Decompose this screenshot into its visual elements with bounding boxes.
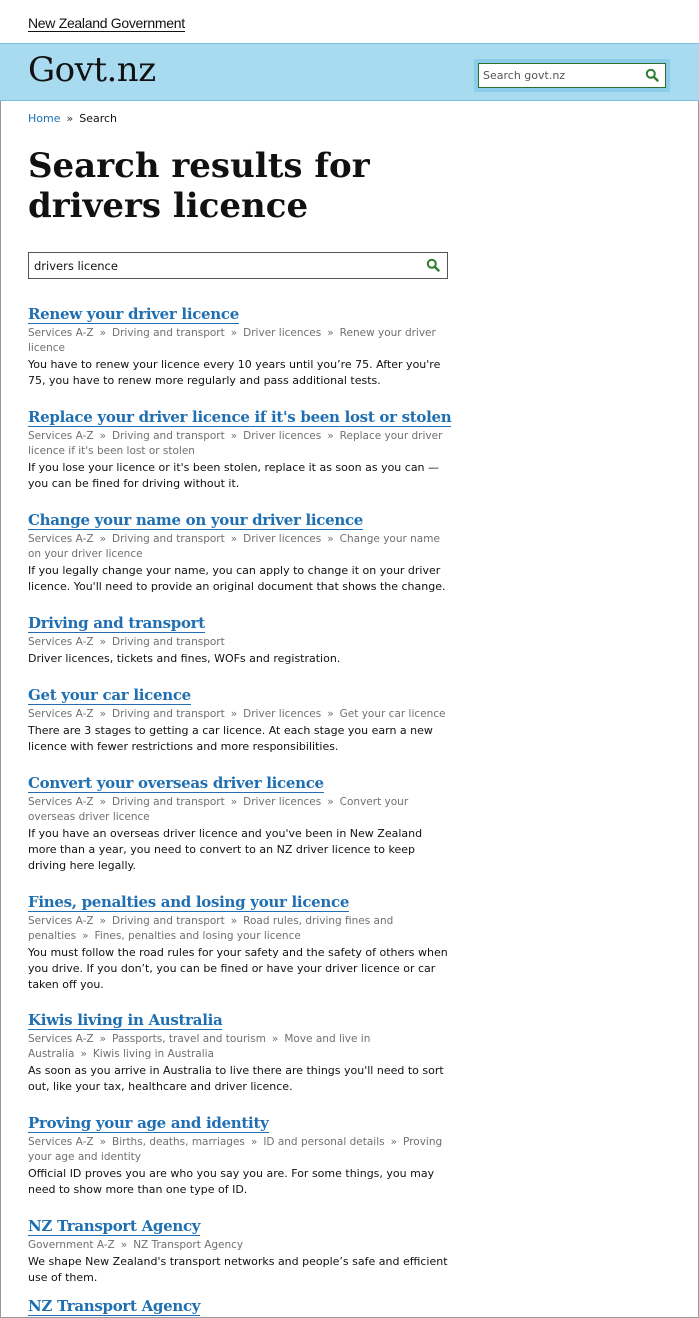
path-separator: »: [99, 796, 106, 808]
result-path-item: Driving and transport: [112, 796, 225, 808]
path-separator: »: [99, 708, 106, 720]
main-search: [28, 252, 448, 279]
path-separator: »: [82, 930, 89, 942]
result-path-item: Driver licences: [243, 327, 322, 339]
path-separator: »: [99, 1033, 106, 1045]
result-title-link[interactable]: Driving and transport: [28, 614, 205, 632]
result-path-item: Services A-Z: [28, 1033, 94, 1045]
result-title-link[interactable]: Fines, penalties and losing your licence: [28, 893, 350, 911]
result-path-item: Get your car licence: [339, 708, 446, 720]
result-path-item: ID and personal details: [263, 1136, 385, 1148]
result-description: Official ID proves you are who you say you are. For some things, you may need to show more than one type of ID.: [28, 1167, 435, 1196]
result-path-item: Passports, travel and tourism: [112, 1033, 266, 1045]
result-title-link[interactable]: NZ Transport Agency: [28, 1217, 201, 1235]
header-search-input[interactable]: [483, 67, 633, 84]
path-separator: »: [327, 327, 334, 339]
result-path-item: Births, deaths, marriages: [112, 1136, 245, 1148]
breadcrumb: [28, 112, 117, 125]
main-search-input[interactable]: [34, 258, 414, 274]
header-search-box: [478, 63, 666, 88]
result-path: [28, 914, 448, 944]
path-separator: »: [80, 1048, 87, 1060]
breadcrumb-current: Search: [79, 112, 118, 125]
result-path: [28, 707, 448, 722]
result-path: [28, 532, 448, 562]
result-title-link[interactable]: Change your name on your driver licence: [28, 511, 364, 529]
result-path-item: Services A-Z: [28, 708, 94, 720]
path-separator: »: [230, 533, 238, 545]
path-separator: »: [327, 533, 334, 545]
result-path-item: Services A-Z: [28, 1136, 94, 1148]
breadcrumb-separator: »: [66, 112, 74, 125]
result-title-link[interactable]: Proving your age and identity: [28, 1114, 269, 1132]
search-icon[interactable]: [645, 68, 659, 82]
result-description: Driver licences, tickets and fines, WOFs and registration.: [28, 652, 341, 665]
path-separator: »: [120, 1239, 128, 1251]
path-separator: »: [230, 430, 238, 442]
result-path-item: Driving and transport: [112, 636, 225, 648]
path-separator: »: [230, 796, 238, 808]
path-separator: »: [230, 327, 238, 339]
result-path-item: Renew your driver licence: [28, 327, 436, 354]
result-path-item: Driving and transport: [112, 708, 225, 720]
search-result: [28, 613, 448, 667]
result-description: If you legally change your name, you can apply to change it on your driver licence. You'll need to provide an original document that shows the change.: [28, 564, 446, 593]
result-description: If you have an overseas driver licence and you've been in New Zealand more than a year, you need to convert to an NZ driver licence to keep driving here legally.: [28, 827, 423, 872]
result-path-item: Driving and transport: [112, 327, 225, 339]
result-description: If you lose your licence or it's been stolen, replace it as soon as you can — you can be fined for driving without it.: [28, 461, 440, 490]
path-separator: »: [99, 327, 106, 339]
path-separator: »: [99, 636, 106, 648]
site-header: [0, 43, 699, 101]
result-path-item: Proving your age and identity: [28, 1136, 443, 1163]
path-separator: »: [230, 915, 238, 927]
site-logo[interactable]: Govt.nz: [28, 50, 156, 90]
result-path: [28, 1238, 448, 1253]
result-path-item: Convert your overseas driver licence: [28, 796, 409, 823]
path-separator: »: [390, 1136, 398, 1148]
result-path: [28, 326, 448, 356]
header-search: [474, 59, 670, 92]
search-result: [28, 685, 448, 755]
result-path-item: Government A-Z: [28, 1239, 115, 1251]
result-description: As soon as you arrive in Australia to live there are things you'll need to sort out, like your tax, healthcare and driver licence.: [28, 1064, 444, 1093]
government-bar: [0, 0, 699, 43]
search-result: [28, 1113, 448, 1198]
result-path: [28, 429, 448, 459]
result-title-link[interactable]: Replace your driver licence if it's been lost or stolen: [28, 408, 452, 426]
result-path-item: Road rules, driving fines and penalties: [28, 915, 394, 942]
result-path: [28, 1135, 448, 1165]
search-result: [28, 1216, 448, 1286]
result-description: There are 3 stages to getting a car licence. At each stage you earn a new licence with fewer restrictions and more responsibilities.: [28, 724, 433, 753]
result-title-link[interactable]: Convert your overseas driver licence: [28, 774, 324, 792]
result-title-link[interactable]: Get your car licence: [28, 686, 191, 704]
result-path-item: Driver licences: [243, 430, 322, 442]
search-result: [28, 773, 448, 874]
result-path: [28, 795, 448, 825]
path-separator: »: [230, 708, 238, 720]
search-result: [28, 892, 448, 993]
path-separator: »: [99, 915, 106, 927]
search-result: [28, 1296, 448, 1316]
result-path-item: Kiwis living in Australia: [92, 1048, 214, 1060]
nz-government-logo[interactable]: New Zealand Government: [28, 15, 185, 31]
result-path-item: Fines, penalties and losing your licence: [94, 930, 301, 942]
result-path-item: Driver licences: [243, 796, 322, 808]
page-title: Search results for drivers licence: [28, 146, 370, 226]
path-separator: »: [327, 796, 334, 808]
path-separator: »: [250, 1136, 258, 1148]
result-title-link[interactable]: Kiwis living in Australia: [28, 1011, 223, 1029]
result-description: You must follow the road rules for your safety and the safety of others when you drive. If you don’t, you can be fined or have your driver licence or car taken off you.: [28, 946, 448, 991]
result-description: You have to renew your licence every 10 years until you’re 75. After you're 75, you have to renew more regularly and pass additional tests.: [28, 358, 441, 387]
result-path: [28, 1032, 448, 1062]
result-path-item: Services A-Z: [28, 796, 94, 808]
path-separator: »: [327, 708, 334, 720]
search-result: [28, 304, 448, 389]
result-path-item: Services A-Z: [28, 636, 94, 648]
path-separator: »: [271, 1033, 279, 1045]
result-path-item: Services A-Z: [28, 533, 94, 545]
search-icon[interactable]: [426, 258, 440, 272]
result-path-item: Services A-Z: [28, 915, 94, 927]
result-path-item: Driver licences: [243, 708, 322, 720]
result-title-link[interactable]: NZ Transport Agency: [28, 1297, 201, 1315]
result-path-item: Driving and transport: [112, 430, 225, 442]
path-separator: »: [327, 430, 334, 442]
path-separator: »: [99, 430, 106, 442]
path-separator: »: [99, 1136, 106, 1148]
result-path-item: Driving and transport: [112, 533, 225, 545]
result-path-item: NZ Transport Agency: [133, 1239, 244, 1251]
result-title-link[interactable]: Renew your driver licence: [28, 305, 239, 323]
result-path-item: Move and live in Australia: [28, 1033, 371, 1060]
result-path-item: Replace your driver licence if it's been lost or stolen: [28, 430, 443, 457]
result-path-item: Change your name on your driver licence: [28, 533, 440, 560]
result-path-item: Services A-Z: [28, 327, 94, 339]
result-path-item: Driver licences: [243, 533, 322, 545]
search-result: [28, 510, 448, 595]
search-result: [28, 407, 452, 492]
result-path-item: Driving and transport: [112, 915, 225, 927]
result-path: [28, 635, 448, 650]
result-path-item: Services A-Z: [28, 430, 94, 442]
breadcrumb-home-link[interactable]: Home: [28, 112, 61, 125]
path-separator: »: [99, 533, 106, 545]
search-result: [28, 1010, 448, 1095]
result-description: We shape New Zealand's transport networks and people’s safe and efficient use of them.: [28, 1255, 448, 1284]
